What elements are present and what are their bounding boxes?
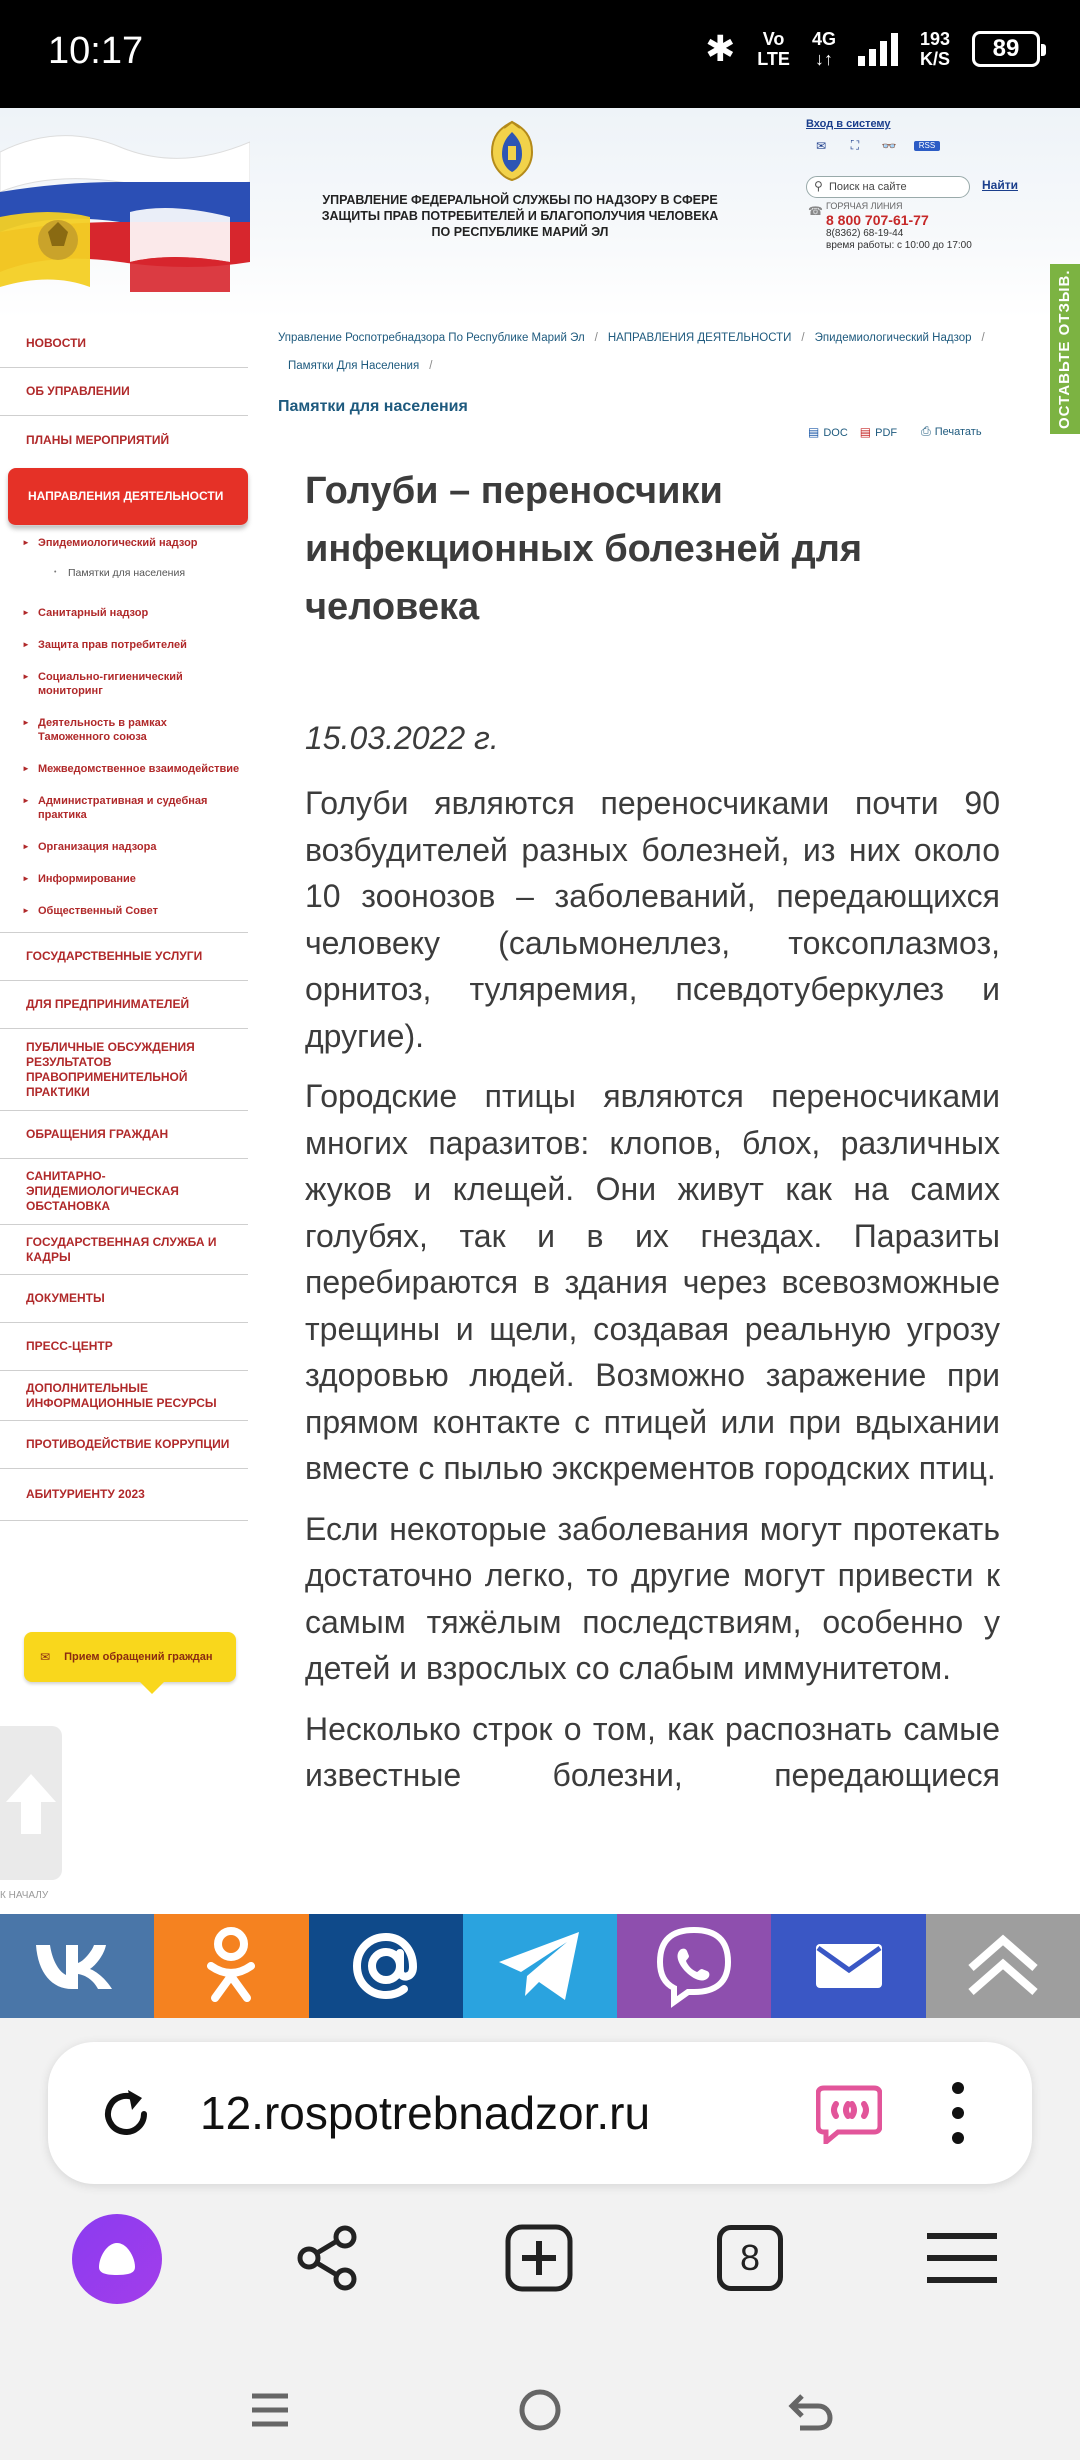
flags-logo-image <box>0 122 250 292</box>
hotline-number[interactable]: 8 800 707-61-77 <box>826 212 929 228</box>
nav-item-sanitary-situation[interactable]: САНИТАРНО-ЭПИДЕМИОЛОГИЧЕСКАЯ ОБСТАНОВКА <box>0 1159 248 1225</box>
nav-item-directions-active[interactable]: НАПРАВЛЕНИЯ ДЕЯТЕЛЬНОСТИ <box>8 468 248 526</box>
nav-item-state-services[interactable]: ГОСУДАРСТВЕННЫЕ УСЛУГИ <box>0 933 248 981</box>
new-tab-button[interactable] <box>489 2208 589 2308</box>
tabs-count: 8 <box>739 2237 761 2278</box>
sub-nav-list <box>0 536 248 933</box>
arrow-up-icon <box>4 1772 58 1836</box>
hotline-label: ГОРЯЧАЯ ЛИНИЯ <box>826 201 903 211</box>
back-to-top-button[interactable] <box>0 1726 62 1880</box>
network-speed: 193 K/S <box>919 29 950 69</box>
share-button[interactable] <box>278 2208 378 2308</box>
breadcrumb-item-home[interactable]: Управление Роспотребнадзора По Республике Марий Эл <box>278 332 585 344</box>
home-icon[interactable] <box>516 2386 564 2434</box>
status-bar <box>0 0 1080 108</box>
login-link[interactable]: Вход в систему <box>806 118 891 130</box>
share-telegram-button[interactable] <box>463 1914 617 2018</box>
sub-item-epidemiology[interactable]: ► Эпидемиологический надзор <box>22 537 198 549</box>
feedback-tab[interactable]: ОСТАВЬТЕ ОТЗЫВ. <box>1050 264 1080 434</box>
status-time: 10:17 <box>48 30 144 72</box>
organization-name: УПРАВЛЕНИЕ ФЕДЕРАЛЬНОЙ СЛУЖБЫ ПО НАДЗОРУ В СФЕРЕ ЗАЩИТЫ ПРАВ ПОТРЕБИТЕЛЕЙ И БЛАГОПОЛУЧИЯ ЧЕЛОВЕКА ПО РЕСПУБЛИКЕ МАРИЙ ЭЛ <box>321 193 719 239</box>
article-paragraph: Если некоторые заболевания могут протекать достаточно легко, то другие могут привести к самым тяжёлым последствиям, особенно у детей и взрослых со слабым иммунитетом. <box>305 1510 1000 1686</box>
breadcrumb-item-directions[interactable]: НАПРАВЛЕНИЯ ДЕЯТЕЛЬНОСТИ <box>607 332 792 344</box>
share-mailru-button[interactable] <box>309 1914 463 2018</box>
volte-indicator: Vo LTE <box>757 29 790 69</box>
appeal-button[interactable]: ✉ Прием обращений граждан <box>24 1632 236 1682</box>
download-pdf-button[interactable]: ▤ PDF <box>859 424 898 439</box>
mail-ru-icon <box>349 1929 423 2003</box>
phone-icon: ☎ <box>808 204 823 218</box>
address-bar[interactable] <box>48 2042 1032 2184</box>
phone-number[interactable]: 8(8362) 68-19-44 <box>826 228 904 239</box>
alice-assistant-button[interactable] <box>72 2214 162 2304</box>
alice-icon <box>95 2239 139 2279</box>
sub-item-judicial-practice[interactable]: ► Административная и судебная практика <box>22 795 208 821</box>
article-paragraph: Несколько строк о том, как распознать самые известные болезни, передающиеся <box>305 1710 1000 1793</box>
battery-icon: 89 <box>972 31 1040 67</box>
telegram-icon <box>495 1928 585 2004</box>
mail-icon[interactable]: ✉ <box>815 138 827 153</box>
hotline-block <box>810 200 972 252</box>
site-header <box>0 108 1080 318</box>
plus-square-icon <box>504 2223 574 2293</box>
working-hours: время работы: с 10:00 до 17:00 <box>826 240 972 251</box>
nav-item-appeals[interactable]: ОБРАЩЕНИЯ ГРАЖДАН <box>0 1111 248 1159</box>
doc-file-icon: ▤ <box>808 424 820 439</box>
article-paragraph: Городские птицы являются переносчиками многих паразитов: клопов, блох, различных жуков и клещей. Они живут как на самих голубях, так и в их гнездах. Паразиты перебираются в здания через всевозможные трещины и щели, создавая реальную угрозу здоровью людей. Возможно заражение при прямом контакте с птицей или при вдыхании вместе с пылью экскрементов городских птиц. <box>305 1078 1000 1486</box>
system-navigation-bar <box>0 2366 1080 2460</box>
document-tools <box>808 424 982 439</box>
nav-item-additional-resources[interactable]: ДОПОЛНИТЕЛЬНЫЕ ИНФОРМАЦИОННЫЕ РЕСУРСЫ <box>0 1371 248 1421</box>
rss-icon[interactable]: RSS <box>914 141 940 151</box>
nav-item-press-center[interactable]: ПРЕСС-ЦЕНТР <box>0 1323 248 1371</box>
sub-item-informing[interactable]: ► Информирование <box>22 873 136 885</box>
sub-item-public-council[interactable]: ► Общественный Совет <box>22 905 158 917</box>
nav-item-business[interactable]: ДЛЯ ПРЕДПРИНИМАТЕЛЕЙ <box>0 981 248 1029</box>
rospotrebnadzor-emblem-icon <box>482 118 542 184</box>
sitemap-icon[interactable]: ⛶ <box>850 138 860 152</box>
search-icon: ⚲ <box>814 179 823 193</box>
sub-item-supervision-org[interactable]: ► Организация надзора <box>22 841 157 853</box>
nav-item-news[interactable]: НОВОСТИ <box>0 320 248 368</box>
article-title: Голуби – переносчики инфекционных болезней для человека <box>305 470 863 628</box>
nav-item-public-discussions[interactable]: ПУБЛИЧНЫЕ ОБСУЖДЕНИЯ РЕЗУЛЬТАТОВ ПРАВОПРИМЕНИТЕЛЬНОЙ ПРАКТИКИ <box>0 1029 248 1111</box>
url-text[interactable]: 12.rospotrebnadzor.ru <box>200 2087 651 2139</box>
nav-item-plans[interactable]: ПЛАНЫ МЕРОПРИЯТИЙ <box>26 432 170 447</box>
sub-item-monitoring[interactable]: ► Социально-гигиенический мониторинг <box>22 671 183 697</box>
article-paragraph: Голуби являются переносчиками почти 90 возбудителей разных болезней, из них около 10 зоонозов – заболеваний, передающихся человеку (сальмонеллез, токсоплазмоз, орнитоз, туляремия, псевдотуберкулез и другие). <box>305 785 1000 1054</box>
quote-icon[interactable] <box>816 2082 882 2144</box>
nav-item-applicants-2023[interactable]: АБИТУРИЕНТУ 2023 <box>0 1469 248 1521</box>
reload-icon[interactable] <box>98 2086 154 2142</box>
tabs-count-icon <box>717 2225 783 2291</box>
share-bar <box>0 1914 1080 2018</box>
share-vk-button[interactable] <box>0 1914 154 2018</box>
sub-item-consumer-rights[interactable]: ► Защита прав потребителей <box>22 639 187 651</box>
browser-toolbar <box>0 2208 1080 2318</box>
pdf-file-icon: ▤ <box>859 424 872 439</box>
viber-icon <box>652 1924 736 2008</box>
browser-menu-button[interactable] <box>912 2208 1012 2308</box>
share-ok-button[interactable] <box>154 1914 308 2018</box>
nav-item-anti-corruption[interactable]: ПРОТИВОДЕЙСТВИЕ КОРРУПЦИИ <box>0 1421 248 1469</box>
breadcrumb: Управление Роспотребнадзора По Республике Марий Эл / НАПРАВЛЕНИЯ ДЕЯТЕЛЬНОСТИ / Эпидемиологический Надзор / Памятки Для Населения / <box>278 332 985 372</box>
accessibility-glasses-icon[interactable]: 👓 <box>881 138 897 153</box>
hamburger-icon <box>925 2230 999 2286</box>
bluetooth-icon: ✱ <box>705 28 736 69</box>
browser-chrome <box>0 2018 1080 2460</box>
breadcrumb-item-epidemiology[interactable]: Эпидемиологический Надзор <box>814 332 972 344</box>
nav-item-about[interactable]: ОБ УПРАВЛЕНИИ <box>0 368 248 416</box>
network-type-indicator: 4G ↓↑ <box>811 29 836 69</box>
sub-item-interagency[interactable]: ► Межведомственное взаимодействие <box>22 763 240 775</box>
email-icon <box>816 1944 882 1988</box>
back-icon[interactable] <box>788 2388 834 2432</box>
back-to-top-label: К НАЧАЛУ <box>0 1890 49 1901</box>
tabs-switcher-button[interactable] <box>700 2208 800 2308</box>
sub-item-sanitary[interactable]: ► Санитарный надзор <box>22 607 149 619</box>
breadcrumb-item-memos[interactable]: Памятки Для Населения <box>288 360 420 372</box>
vk-icon <box>32 1941 122 1991</box>
envelope-icon: ✉ <box>40 1650 51 1664</box>
share-viber-button[interactable] <box>617 1914 771 2018</box>
print-button[interactable]: ⎙ Печатать <box>921 424 982 438</box>
share-icon <box>293 2223 363 2293</box>
share-collapse-button[interactable] <box>926 1914 1080 2018</box>
section-title: Памятки для населения <box>278 398 468 415</box>
signal-icon <box>858 32 898 66</box>
odnoklassniki-icon <box>203 1926 259 2006</box>
article-date: 15.03.2022 г. <box>305 720 499 756</box>
article-body <box>305 780 1000 1813</box>
more-menu-icon[interactable] <box>948 2078 968 2148</box>
share-email-button[interactable] <box>771 1914 925 2018</box>
recent-apps-icon[interactable] <box>248 2390 292 2430</box>
download-doc-button[interactable]: ▤ DOC <box>808 424 848 439</box>
subsub-item-memos[interactable]: • Памятки для населения <box>54 567 186 579</box>
sub-item-customs-union[interactable]: ► Деятельность в рамках Таможенного союза <box>22 717 167 743</box>
scroll-up-icon <box>963 1934 1043 1998</box>
search-button[interactable]: Найти <box>982 178 1018 192</box>
sidebar-nav <box>0 320 250 1521</box>
search-input[interactable]: Поиск на сайте <box>806 176 970 198</box>
nav-item-documents[interactable]: ДОКУМЕНТЫ <box>0 1275 248 1323</box>
printer-icon: ⎙ <box>921 424 931 438</box>
nav-item-civil-service[interactable]: ГОСУДАРСТВЕННАЯ СЛУЖБА И КАДРЫ <box>0 1225 248 1275</box>
